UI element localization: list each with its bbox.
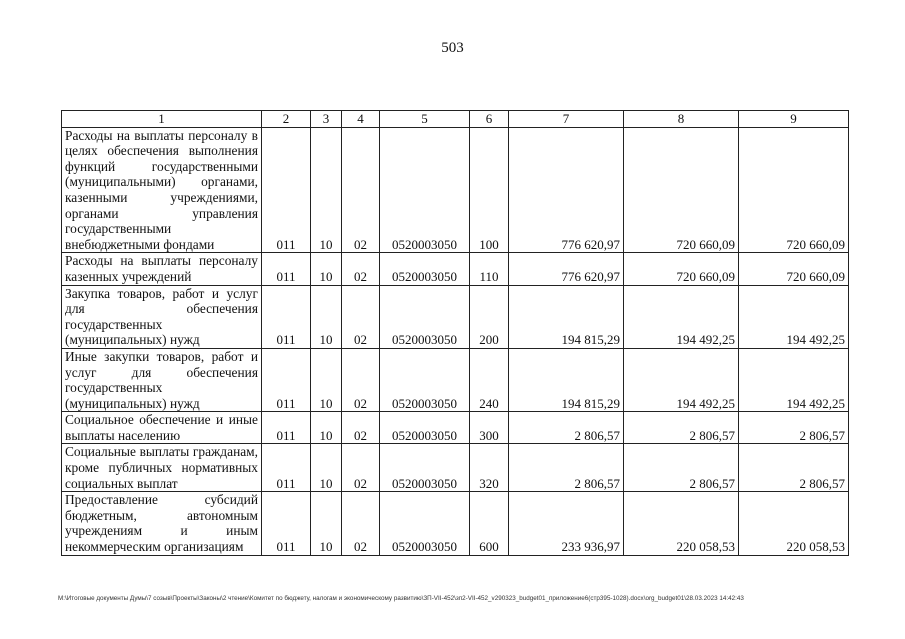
subsection-code: 02 — [342, 492, 380, 555]
column-header: 6 — [470, 111, 509, 128]
section-code: 10 — [311, 412, 342, 444]
target-article-code: 0520003050 — [380, 492, 470, 555]
amount-col7: 194 815,29 — [509, 285, 624, 348]
expense-name: Закупка товаров, работ и услуг для обеспечения государственных (муниципальных) нужд — [62, 285, 262, 348]
expense-name: Иные закупки товаров, работ и услуг для обеспечения государственных (муниципальных) нужд — [62, 348, 262, 411]
table-row — [62, 492, 849, 555]
column-header: 2 — [262, 111, 311, 128]
amount-col9: 2 806,57 — [739, 412, 849, 444]
column-header: 4 — [342, 111, 380, 128]
column-header: 7 — [509, 111, 624, 128]
ministry-code: 011 — [262, 127, 311, 253]
expense-name: Расходы на выплаты персоналу казенных учреждений — [62, 253, 262, 285]
target-article-code: 0520003050 — [380, 412, 470, 444]
table-row — [62, 348, 849, 411]
amount-col8: 720 660,09 — [624, 127, 739, 253]
expense-type-code: 110 — [470, 253, 509, 285]
page-number: 503 — [441, 40, 464, 56]
amount-col8: 720 660,09 — [624, 253, 739, 285]
budget-table — [61, 110, 849, 556]
table-header-row — [62, 111, 849, 128]
expense-type-code: 240 — [470, 348, 509, 411]
amount-col8: 2 806,57 — [624, 444, 739, 492]
table-row — [62, 412, 849, 444]
amount-col8: 194 492,25 — [624, 348, 739, 411]
amount-col9: 220 058,53 — [739, 492, 849, 555]
expense-type-code: 600 — [470, 492, 509, 555]
ministry-code: 011 — [262, 285, 311, 348]
ministry-code: 011 — [262, 253, 311, 285]
table-row — [62, 285, 849, 348]
table-row — [62, 253, 849, 285]
section-code: 10 — [311, 492, 342, 555]
ministry-code: 011 — [262, 412, 311, 444]
amount-col9: 194 492,25 — [739, 348, 849, 411]
subsection-code: 02 — [342, 253, 380, 285]
amount-col8: 2 806,57 — [624, 412, 739, 444]
column-header: 8 — [624, 111, 739, 128]
target-article-code: 0520003050 — [380, 253, 470, 285]
subsection-code: 02 — [342, 127, 380, 253]
section-code: 10 — [311, 127, 342, 253]
subsection-code: 02 — [342, 348, 380, 411]
expense-name: Социальное обеспечение и иные выплаты населению — [62, 412, 262, 444]
target-article-code: 0520003050 — [380, 348, 470, 411]
column-header: 3 — [311, 111, 342, 128]
target-article-code: 0520003050 — [380, 285, 470, 348]
amount-col8: 194 492,25 — [624, 285, 739, 348]
expense-name: Расходы на выплаты персоналу в целях обеспечения выполнения функций государственными (муниципальными) органами, казенными учреждениями, органами управления государственными внебюджетными фондами — [62, 127, 262, 253]
amount-col7: 2 806,57 — [509, 444, 624, 492]
amount-col7: 194 815,29 — [509, 348, 624, 411]
table-row — [62, 127, 849, 253]
amount-col7: 776 620,97 — [509, 127, 624, 253]
target-article-code: 0520003050 — [380, 127, 470, 253]
expense-type-code: 100 — [470, 127, 509, 253]
amount-col9: 194 492,25 — [739, 285, 849, 348]
expense-type-code: 200 — [470, 285, 509, 348]
column-header: 9 — [739, 111, 849, 128]
amount-col8: 220 058,53 — [624, 492, 739, 555]
ministry-code: 011 — [262, 348, 311, 411]
amount-col9: 720 660,09 — [739, 127, 849, 253]
file-path-footer: M:\Итоговые документы Думы\7 созыв\Проекты\Законы\2 чтение\Комитет по бюджету, налогам и экономическому развитию\ЗП-VII-452\зп2-VII-452_v290323_budget01_приложение6(стр395-1028).docx\org_budget01\28.03.2023 14:42:43 — [58, 595, 744, 602]
section-code: 10 — [311, 444, 342, 492]
ministry-code: 011 — [262, 492, 311, 555]
amount-col7: 233 936,97 — [509, 492, 624, 555]
column-header: 1 — [62, 111, 262, 128]
expense-name: Предоставление субсидий бюджетным, автономным учреждениям и иным некоммерческим организациям — [62, 492, 262, 555]
column-header: 5 — [380, 111, 470, 128]
target-article-code: 0520003050 — [380, 444, 470, 492]
amount-col7: 776 620,97 — [509, 253, 624, 285]
expense-type-code: 320 — [470, 444, 509, 492]
section-code: 10 — [311, 348, 342, 411]
section-code: 10 — [311, 285, 342, 348]
amount-col7: 2 806,57 — [509, 412, 624, 444]
subsection-code: 02 — [342, 412, 380, 444]
amount-col9: 720 660,09 — [739, 253, 849, 285]
amount-col9: 2 806,57 — [739, 444, 849, 492]
subsection-code: 02 — [342, 444, 380, 492]
expense-name: Социальные выплаты гражданам, кроме публичных нормативных социальных выплат — [62, 444, 262, 492]
expense-type-code: 300 — [470, 412, 509, 444]
subsection-code: 02 — [342, 285, 380, 348]
table-row — [62, 444, 849, 492]
ministry-code: 011 — [262, 444, 311, 492]
section-code: 10 — [311, 253, 342, 285]
